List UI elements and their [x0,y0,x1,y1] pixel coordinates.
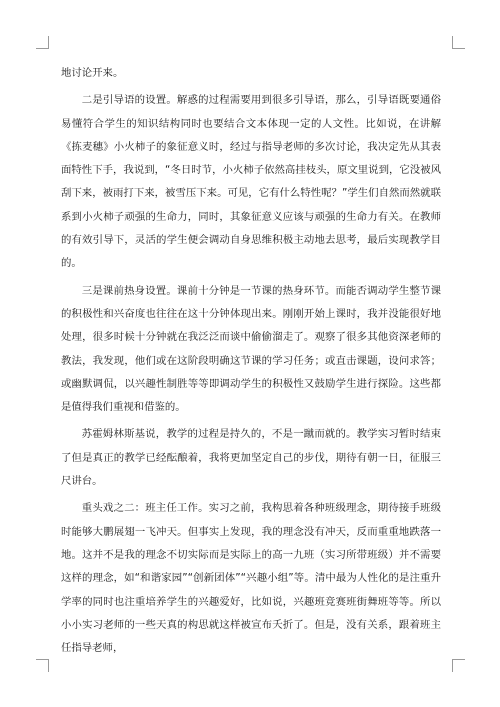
corner-mark-bottom-right [452,659,465,672]
paragraph-head-teacher: 重头戏之二：班主任工作。实习之前，我构思着各种班级理念，期待接手班级时能够大鹏展翅一飞冲天。但事实上发现，我的理念没有冲天，反而重重地跌落一地。这并不是我的理念不切实际而是实际上的高一九班（实习所带班级）并不需要这样的理念，如“和谐家园”“创新团体”“兴趣小组”等。清中最为人性化的是注重升学率的同时也注重培养学生的兴趣爱好，比如说，兴趣班竞赛班街舞班等等。所以小小实习老师的一些天真的构思就这样被宣布夭折了。但是，没有关系，跟着班主任指导老师， [61,502,441,655]
corner-mark-top-right [452,36,465,49]
paragraph-continuation: 地讨论开来。 [61,67,124,79]
corner-mark-bottom-left [36,659,49,672]
paragraph-sukhomlinsky: 苏霍姆林斯基说，教学的过程是持久的，不是一蹴而就的。教学实习暂时结束了但是真正的教学已经酝酿着，我将更加坚定自己的步伐，期待有朝一日，征服三尺讲台。 [61,428,441,488]
paragraph-warm-up: 三是课前热身设置。课前十分钟是一节课的热身环节。而能否调动学生整节课的积极性和兴奋度也往往在这十分钟体现出来。刚刚开始上课时，我并没能很好地处理，很多时候十分钟就在我泛泛而谈中偷偷溜走了。观察了很多其他资深老师的教法，我发现，他们或在这阶段明确这节课的学习任务；或直击课题，设问求答；或幽默调侃，以兴趣性制胜等等即调动学生的积极性又鼓励学生进行探险。这些都是值得我们重视和借鉴的。 [61,284,441,414]
paragraph-guiding-language: 二是引导语的设置。解惑的过程需要用到很多引导语，那么，引导语既要通俗易懂符合学生的知识结构同时也要结合文本体现一定的人文性。比如说，在讲解《拣麦穗》小火柿子的象征意义时，经过与指导老师的多次讨论，我决定先从其表面特性下手，我说到，“冬日时节，小火柿子依然高挂枝头，原文里说到，它没被风刮下来，被雨打下来，被雪压下来。可见，它有什么特性呢？”学生们自然而然就联系到小火柿子顽强的生命力，同时，其象征意义应该与顽强的生命力有关。在教师的有效引导下，灵活的学生便会调动自身思维积极主动地去思考，最后实现教学目的。 [61,94,441,270]
document-body [61,62,441,664]
corner-mark-top-left [36,36,49,49]
